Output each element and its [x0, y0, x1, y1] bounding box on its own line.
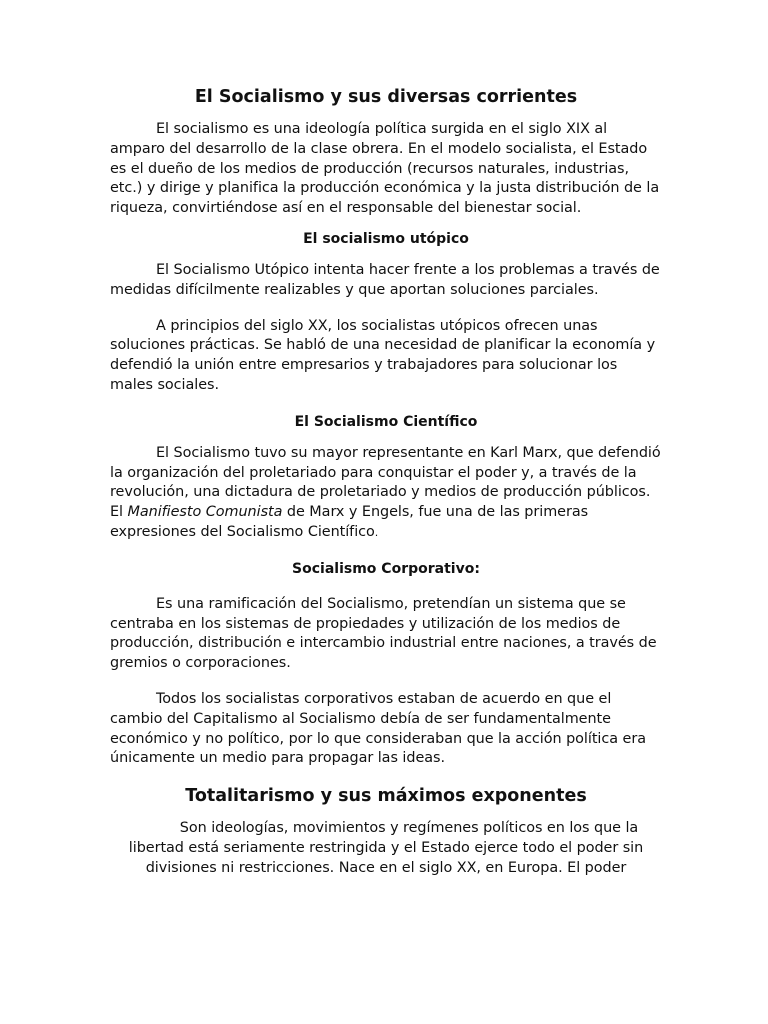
document-title: El Socialismo y sus diversas corrientes: [194, 87, 578, 107]
cientifico-text-before: El Socialismo tuvo su mayor representante en Karl Marx, que defendió la organización del proletariado para conquistar el poder y, a través de la revolución, una dictadura de proletariado y medios de producción públicos. El: [110, 444, 661, 521]
cientifico-text-end: .: [374, 525, 379, 539]
heading-socialismo-cientifico: El Socialismo Científico: [294, 413, 478, 430]
utopico-paragraph-2: A principios del siglo XX, los socialistas utópicos ofrecen unas soluciones prácticas. Se habló de una necesidad de planificar la economía y defendió la unión entre empresarios y trabajadores para solucionar los males sociales.: [110, 317, 656, 393]
intro-paragraph: El socialismo es una ideología política surgida en el siglo XIX al amparo del desarrollo de la clase obrera. En el modelo socialista, el Estado es el dueño de los medios de producción (recursos naturales, industrias, etc.) y dirige y planifica la producción económica y la justa distribución de la riqueza, convirtiéndose así en el responsable del bienestar social.: [110, 121, 660, 217]
heading-socialismo-utopico: El socialismo utópico: [303, 230, 469, 247]
heading-totalitarismo: Totalitarismo y sus máximos exponentes: [185, 786, 587, 807]
document-content: [110, 86, 662, 879]
heading-socialismo-corporativo: Socialismo Corporativo:: [292, 560, 480, 577]
cientifico-paragraph-1: [110, 444, 662, 543]
corporativo-paragraph-1: Es una ramificación del Socialismo, pretendían un sistema que se centraba en los sistemas de propiedades y utilización de los medios de producción, distribución e intercambio industrial entre naciones, a través de gremios o corporaciones.: [110, 595, 657, 672]
corporativo-paragraph-2: Todos los socialistas corporativos estaban de acuerdo en que el cambio del Capitalismo al Socialismo debía de ser fundamentalmente económico y no político, por lo que consideraban que la acción política era únicamente un medio para propagar las ideas.: [110, 690, 646, 767]
utopico-paragraph-1: El Socialismo Utópico intenta hacer frente a los problemas a través de medidas difícilmente realizables y que aportan soluciones parciales.: [110, 261, 660, 298]
totalitarismo-paragraph-1: Son ideologías, movimientos y regímenes políticos en los que la libertad está seriamente restringida y el Estado ejerce todo el poder sin divisiones ni restricciones. Nace en el siglo XX, en Europa. El poder: [128, 820, 644, 876]
manifiesto-comunista-title: Manifiesto Comunista: [127, 504, 283, 521]
cientifico-text-after: de Marx y Engels, fue una de las primeras expresiones del Socialismo Científico: [110, 504, 589, 540]
